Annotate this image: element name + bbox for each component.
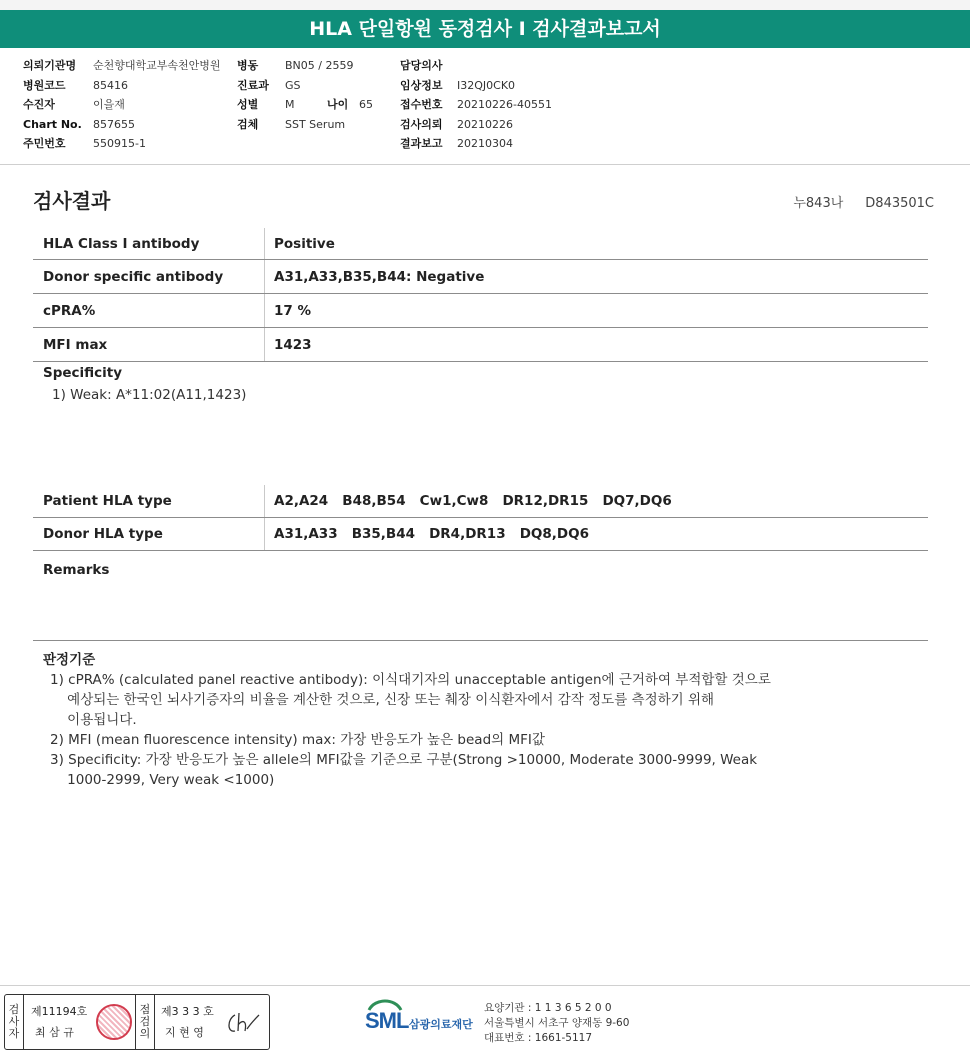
table-row [33,260,928,294]
info-label: 진료과 [237,78,269,92]
result-key: Donor specific antibody [33,260,265,293]
criteria-line: 예상되는 한국인 뇌사기증자의 비율을 계산한 것으로, 신장 또는 췌장 이식환자에서 감작 정도를 측정하기 위해 [50,692,715,708]
examiner-name: 최 삼 규 [35,1026,74,1039]
hla-table [33,485,928,551]
reviewer-no: 제3 3 3 호 [161,1005,214,1018]
info-label: 병원코드 [23,78,66,92]
info-value: GS [285,78,301,92]
header-col-1 [23,56,221,154]
info-row [400,134,552,154]
org-line: 대표번호 : 1661-5117 [484,1032,593,1044]
info-label: 나이 [327,98,349,111]
info-row [400,56,552,76]
table-row [33,518,928,551]
info-label: 성별 [237,98,259,111]
header-col-3 [400,56,552,154]
info-value: 순천향대학교부속천안병원 [93,59,221,72]
result-value: Positive [274,235,335,252]
info-row [400,76,552,96]
code-1: 누843나 [793,196,844,211]
signature-icon [225,1009,261,1037]
info-value: 20210304 [457,137,513,150]
criteria-line: 1000-2999, Very weak <1000) [50,772,275,788]
hla-value: A31,A33 B35,B44 DR4,DR13 DQ8,DQ6 [274,526,589,542]
info-row [23,76,221,96]
info-label: 병동 [237,59,259,72]
info-value: I32QJ0CK0 [457,78,516,92]
result-key: MFI max [33,328,265,361]
info-label: 수진자 [23,98,55,111]
info-row [23,95,221,115]
examiner-label-char: 검 [8,1003,20,1016]
table-row [33,328,928,362]
section-title: 검사결과 [33,189,111,213]
hla-value: A2,A24 B48,B54 Cw1,Cw8 DR12,DR15 DQ7,DQ6 [274,493,672,509]
examiner-label-char: 사 [8,1015,20,1028]
info-label: 의뢰기관명 [23,59,77,72]
logo-mark: SML [365,1008,409,1033]
info-value: SST Serum [285,117,346,131]
reviewer-label-char: 점 [139,1003,151,1016]
results-table [33,228,928,362]
result-value: A31,A33,B35,B44: Negative [274,268,485,285]
info-value: 20210226-40551 [457,98,552,111]
reviewer-label-char: 검 [139,1015,151,1028]
info-row [23,56,221,76]
header-divider [0,164,970,165]
criteria-list [50,670,880,790]
info-label: 주민번호 [23,137,66,150]
info-value: 20210226 [457,117,513,131]
info-row [237,56,373,76]
signature-box [4,994,270,1050]
criteria-title: 판정기준 [43,652,96,668]
hla-key: Donor HLA type [33,518,265,550]
info-label: 임상정보 [400,78,443,92]
info-row [237,76,373,96]
result-key: HLA Class I antibody [33,228,265,259]
reviewer-label [135,995,155,1049]
info-row [400,95,552,115]
report-title: HLA 단일항원 동정검사 I 검사결과보고서 [0,10,970,48]
info-value: BN05 / 2559 [285,59,354,72]
logo-name: 삼광의료재단 [409,1018,473,1031]
info-value: 65 [359,98,373,111]
reviewer-label-char: 의 [139,1027,151,1040]
examiner-label-char: 자 [8,1027,20,1040]
criteria-line: 2) MFI (mean fluorescence intensity) max: 가장 반응도가 높은 bead의 MFI값 [50,732,545,748]
org-info [484,1001,629,1046]
remarks-divider [33,640,928,641]
table-row [33,294,928,328]
header-col-2 [237,56,373,134]
footer-divider [0,985,970,986]
criteria-line: 이용됩니다. [50,712,137,728]
info-value: M [285,98,295,111]
info-row [400,115,552,135]
info-value: 85416 [93,78,128,92]
info-label: 접수번호 [400,98,443,111]
info-row [237,95,373,115]
result-value: 17 % [274,302,312,319]
info-value: 이을재 [93,98,125,111]
report-codes [771,192,934,211]
specificity-label: Specificity [43,365,123,381]
info-label: 담당의사 [400,59,443,72]
org-line: 요양기관 : 1 1 3 6 5 2 0 0 [484,1002,612,1014]
criteria-line: 1) cPRA% (calculated panel reactive antibody): 이식대기자의 unacceptable antigen에 근거하여 부적합할 것으로 [50,672,771,688]
info-label: Chart No. [23,117,82,131]
criteria-line: 3) Specificity: 가장 반응도가 높은 allele의 MFI값을 기준으로 구분(Strong >10000, Moderate 3000-9999, Weak [50,752,758,768]
code-2: D843501C [865,196,934,211]
remarks-label: Remarks [43,562,110,578]
info-row [23,115,221,135]
table-row [33,228,928,260]
info-value: 857655 [93,117,135,131]
examiner-no: 제11194호 [31,1005,88,1018]
table-row [33,485,928,518]
info-row [23,134,221,154]
result-key: cPRA% [33,294,265,327]
examiner-label [5,995,24,1049]
result-value: 1423 [274,336,312,353]
seal-stamp-icon [96,1004,132,1040]
hla-key: Patient HLA type [33,485,265,517]
info-value: 550915-1 [93,137,146,150]
info-label: 검체 [237,117,259,131]
specificity-item: 1) Weak: A*11:02(A11,1423) [52,387,247,403]
info-label: 결과보고 [400,137,443,150]
org-line: 서울특별시 서초구 양재동 9-60 [484,1017,630,1029]
info-label: 검사의뢰 [400,117,443,131]
info-row [237,115,373,135]
reviewer-name: 지 현 영 [165,1026,204,1039]
